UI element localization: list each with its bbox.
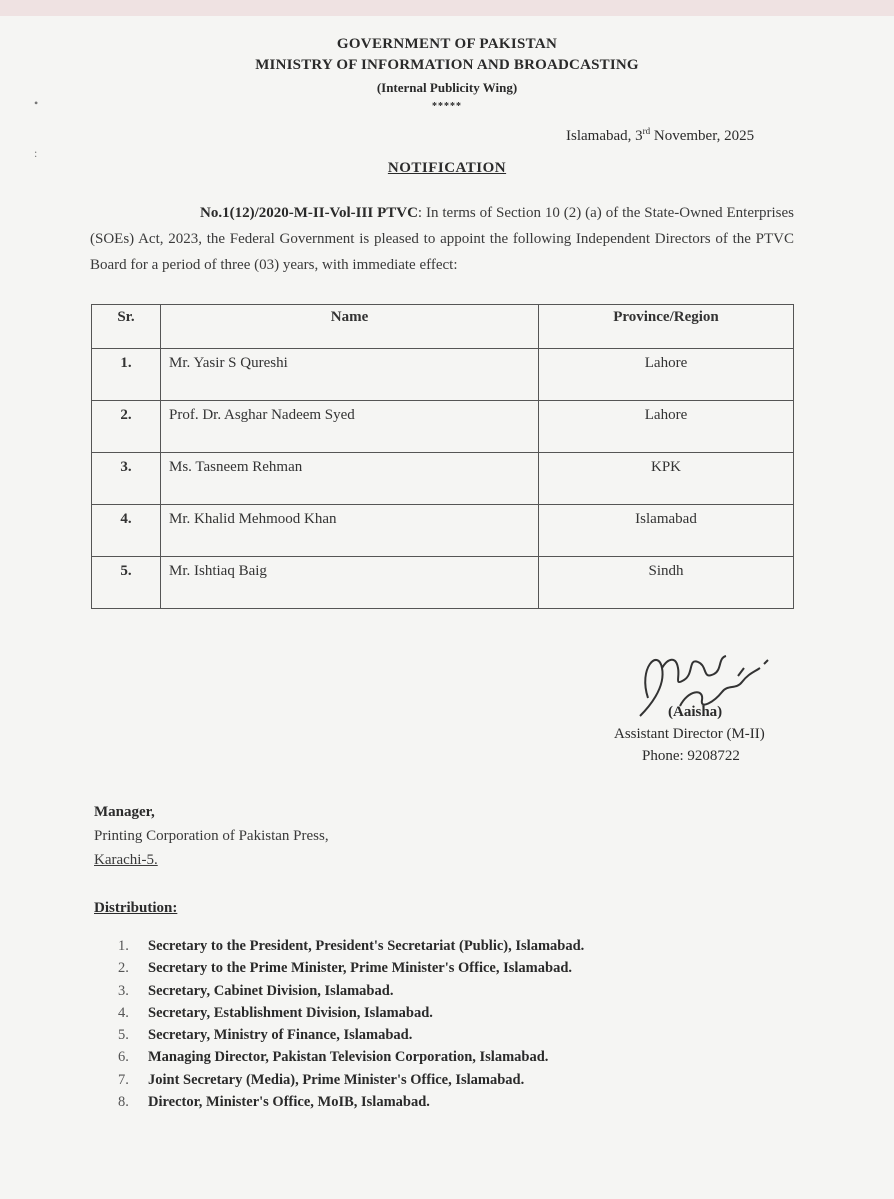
cell-name: Mr. Ishtiaq Baig — [161, 557, 539, 609]
cell-sr: 5. — [92, 557, 161, 609]
list-item: 3. Secretary, Cabinet Division, Islamabad. — [118, 982, 394, 999]
cell-province: Lahore — [539, 349, 794, 401]
cell-name: Prof. Dr. Asghar Nadeem Syed — [161, 401, 539, 453]
cell-name: Mr. Yasir S Qureshi — [161, 349, 539, 401]
issue-date: Islamabad, 3rd November, 2025 — [566, 126, 755, 144]
cell-sr: 1. — [92, 349, 161, 401]
table-row — [92, 401, 794, 453]
cell-name: Mr. Khalid Mehmood Khan — [161, 505, 539, 557]
signatory-phone: Phone: 9208722 — [642, 748, 740, 764]
cell-sr: 2. — [92, 401, 161, 453]
cell-name: Ms. Tasneem Rehman — [161, 453, 539, 505]
list-item: 8. Director, Minister's Office, MoIB, Islamabad. — [118, 1094, 430, 1111]
addressee-line1: Printing Corporation of Pakistan Press, — [94, 828, 329, 844]
addressee-line2: Karachi-5. — [94, 852, 158, 868]
header-stars: ***** — [432, 101, 462, 112]
list-item: 6. Managing Director, Pakistan Television Corporation, Islamabad. — [118, 1049, 549, 1066]
margin-mark: : — [34, 146, 38, 160]
list-item: 2. Secretary to the Prime Minister, Prime Minister's Office, Islamabad. — [118, 960, 573, 977]
list-item: 4. Secretary, Establishment Division, Islamabad. — [118, 1004, 433, 1021]
list-item: 5. Secretary, Ministry of Finance, Islamabad. — [118, 1027, 413, 1044]
cell-sr: 3. — [92, 453, 161, 505]
cell-province: Sindh — [539, 557, 794, 609]
addressee-title: Manager, — [94, 804, 155, 820]
top-edge-strip — [0, 0, 894, 16]
cell-sr: 4. — [92, 505, 161, 557]
notification-body — [90, 200, 794, 278]
table-row — [92, 557, 794, 609]
header-government: GOVERNMENT OF PAKISTAN — [336, 36, 558, 52]
signatory-name: (Aaisha) — [668, 704, 723, 720]
cell-province: Lahore — [539, 401, 794, 453]
directors-table — [91, 304, 794, 609]
notification-reference: No.1(12)/2020-M-II-Vol-III PTVC — [200, 205, 418, 221]
header-sr: Sr. — [92, 305, 161, 349]
header-ministry: MINISTRY OF INFORMATION AND BROADCASTING — [255, 57, 639, 73]
header-province: Province/Region — [539, 305, 794, 349]
notification-title: NOTIFICATION — [387, 160, 507, 176]
table-header-row — [92, 305, 794, 349]
header-name: Name — [161, 305, 539, 349]
table-row — [92, 505, 794, 557]
list-item: 1. Secretary to the President, President's Secretariat (Public), Islamabad. — [118, 938, 585, 954]
cell-province: Islamabad — [539, 505, 794, 557]
header-wing: (Internal Publicity Wing) — [376, 80, 518, 95]
margin-mark: • — [34, 96, 39, 110]
notification-text: : In terms of Section 10 (2) (a) of the State-Owned Enterprises (SOEs) Act, 2023, the Federal Government is pleased to appoint the following Independent Directors of the PTVC Board for a period of three (03) years, with immediate effect: — [90, 205, 794, 273]
list-item: 7. Joint Secretary (Media), Prime Minister's Office, Islamabad. — [118, 1071, 525, 1088]
signatory-designation: Assistant Director (M-II) — [614, 726, 765, 742]
table-row — [92, 349, 794, 401]
table-row — [92, 453, 794, 505]
cell-province: KPK — [539, 453, 794, 505]
distribution-heading: Distribution: — [94, 900, 178, 916]
distribution-list — [118, 938, 584, 1116]
